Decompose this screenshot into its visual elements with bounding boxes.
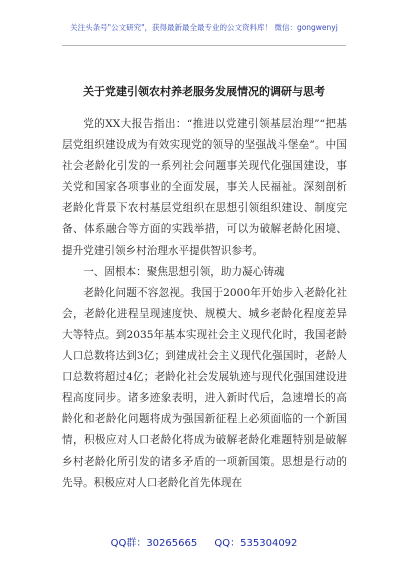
section-heading: 一、固根本：聚焦思想引领，助力凝心铸魂 [83, 265, 285, 278]
intro-paragraph: 党的XX大报告指出：“推进以党建引领基层治理”“把基层党组织建设成为有效实现党的领导的坚强战斗堡垒”。中国社会老龄化引发的一系列社会问题事关现代化强国建设，事关党和国家各项事业的全面发展，事关人民福祉。深刻剖析老龄化背景下农村基层党组织在思想引领组织建设、制度完备、体系融合等方面的实践举措，可以为破解老龄化困境、提升党建引领乡村治理水平提供智识参考。 [62, 118, 347, 257]
document-title: 关于党建引领农村养老服务发展情况的调研与思考 [83, 85, 325, 98]
footer-qq-group: QQ群：30265665 [110, 538, 198, 549]
header-banner: 关注头条号"公文研究"，获得最新最全最专业的公文资料库！ 微信：gongwenyj [70, 23, 338, 32]
section-paragraph: 老龄化问题不容忽视。我国于2000年开始步入老龄化社会，老龄化进程呈现速度快、规模大、城乡老龄化程度差异大等特点。到2035年基本实现社会主义现代化时，我国老龄人口总数将达到3亿；到建成社会主义现代化强国时，老龄人口总数将超过4亿；老龄化社会发展轨迹与现代化强国建设进程高度同步。诸多迹象表明，进入新时代后，急速增长的高龄化和老龄化问题将成为强国新征程上必须面临的一个新国情，积极应对人口老龄化将成为破解老龄化难题特别是破解乡村老龄化所引发的诸多矛盾的一项新国策。思想是行动的先导。积极应对人口老龄化首先体现在 [62, 286, 347, 489]
header-divider [62, 45, 346, 46]
footer [0, 534, 408, 549]
footer-qq: QQ：535304092 [214, 538, 298, 549]
document-body [62, 114, 347, 494]
